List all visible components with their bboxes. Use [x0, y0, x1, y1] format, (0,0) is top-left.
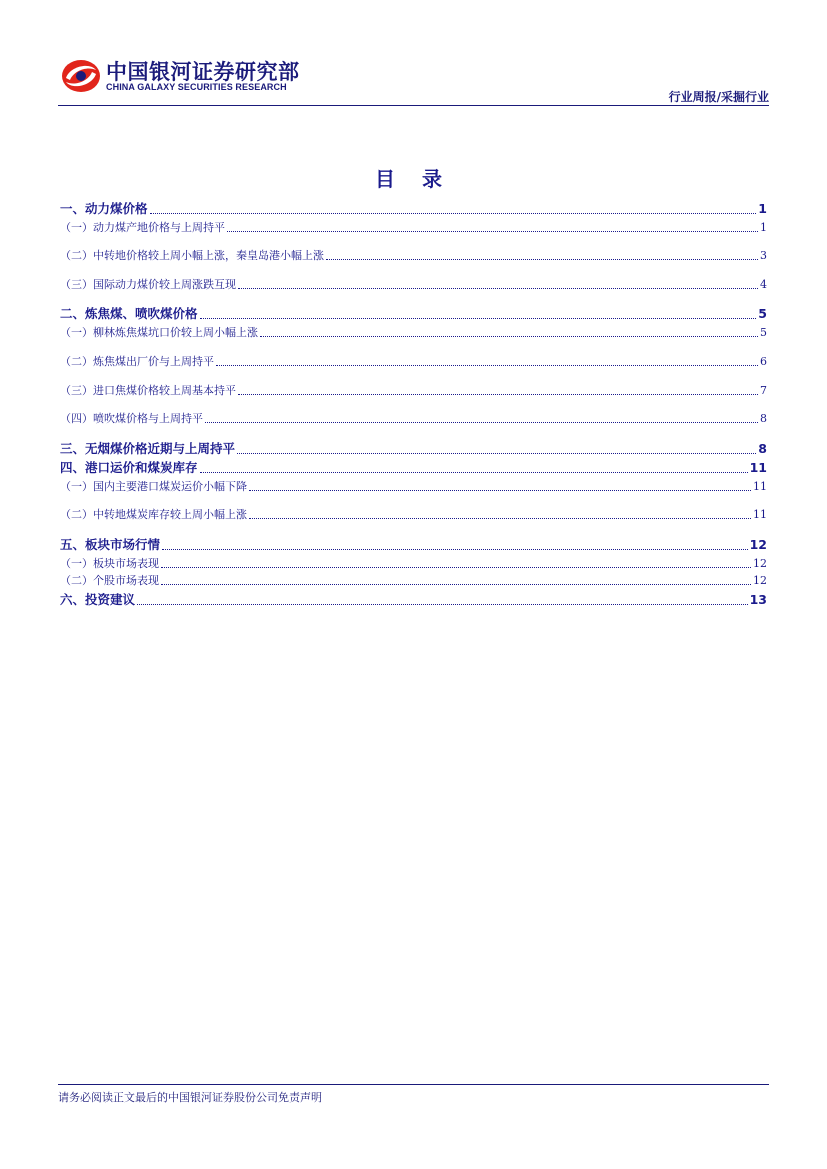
toc-leader-dots	[200, 472, 748, 473]
toc-entry-label: （一）柳林炼焦煤坑口价较上周小幅上涨	[60, 326, 258, 339]
toc-entry-page: 7	[760, 384, 767, 397]
toc-entry-section[interactable]	[60, 535, 767, 553]
toc-entry-page: 4	[760, 278, 767, 291]
toc-entry-page: 11	[753, 508, 767, 521]
header-divider	[58, 105, 769, 106]
toc-entry-label: （二）中转地价格较上周小幅上涨，秦皇岛港小幅上涨	[60, 249, 324, 262]
toc-entry-label: 三、无烟煤价格近期与上周持平	[60, 441, 236, 456]
toc-entry-label: 六、投资建议	[60, 592, 136, 607]
toc-entry-label: 一、动力煤价格	[60, 201, 148, 216]
toc-entry-page: 12	[753, 574, 767, 587]
toc-entry-page: 13	[749, 592, 767, 607]
toc-leader-dots	[205, 422, 758, 423]
toc-entry-subsection[interactable]	[60, 382, 767, 398]
footer-disclaimer: 请务必阅读正文最后的中国银河证券股份公司免责声明	[58, 1091, 322, 1104]
toc-entry-label: 五、板块市场行情	[60, 537, 161, 552]
toc-entry-subsection[interactable]	[60, 247, 767, 263]
toc-leader-dots	[227, 231, 758, 232]
toc-entry-label: 二、炼焦煤、喷吹煤价格	[60, 306, 198, 321]
toc-leader-dots	[161, 567, 751, 568]
toc-entry-page: 3	[760, 249, 767, 262]
toc-leader-dots	[249, 518, 751, 519]
toc-entry-subsection[interactable]	[60, 276, 767, 292]
toc-entry-subsection[interactable]	[60, 410, 767, 426]
toc-entry-section[interactable]	[60, 439, 767, 457]
footer-divider	[58, 1084, 769, 1085]
toc-entry-label: （一）动力煤产地价格与上周持平	[60, 221, 225, 234]
toc-leader-dots	[200, 318, 757, 319]
toc-entry-label: （三）国际动力煤价较上周涨跌互现	[60, 278, 236, 291]
toc-entry-page: 1	[758, 201, 767, 216]
toc-entry-label: （一）板块市场表现	[60, 557, 159, 570]
company-name-cn: 中国银河证券研究部	[106, 60, 300, 84]
toc-entry-subsection[interactable]	[60, 219, 767, 235]
report-type: 行业周报/采掘行业	[668, 90, 769, 104]
toc-entry-label: （二）炼焦煤出厂价与上周持平	[60, 355, 214, 368]
toc-entry-page: 12	[749, 537, 767, 552]
toc-leader-dots	[216, 365, 758, 366]
toc-entry-subsection[interactable]	[60, 506, 767, 522]
toc-entry-section[interactable]	[60, 304, 767, 322]
toc-leader-dots	[237, 453, 756, 454]
toc-entry-page: 5	[760, 326, 767, 339]
toc-leader-dots	[238, 394, 758, 395]
toc-entry-subsection[interactable]	[60, 478, 767, 494]
toc-entry-label: （二）个股市场表现	[60, 574, 159, 587]
toc-entry-page: 12	[753, 557, 767, 570]
toc-entry-label: （四）喷吹煤价格与上周持平	[60, 412, 203, 425]
toc-entry-subsection[interactable]	[60, 572, 767, 588]
toc-entry-label: 四、港口运价和煤炭库存	[60, 460, 198, 475]
toc-entry-section[interactable]	[60, 590, 767, 608]
toc-entry-subsection[interactable]	[60, 353, 767, 369]
toc-entry-subsection[interactable]	[60, 555, 767, 571]
toc-entry-page: 8	[760, 412, 767, 425]
toc-leader-dots	[150, 213, 757, 214]
toc-leader-dots	[260, 336, 758, 337]
toc-entry-page: 5	[758, 306, 767, 321]
toc-entry-label: （三）进口焦煤价格较上周基本持平	[60, 384, 236, 397]
galaxy-swirl-logo-icon	[60, 56, 102, 96]
toc-entry-label: （二）中转地煤炭库存较上周小幅上涨	[60, 508, 247, 521]
toc-entry-section[interactable]	[60, 458, 767, 476]
toc-leader-dots	[137, 604, 748, 605]
toc-entry-section[interactable]	[60, 199, 767, 217]
toc-leader-dots	[249, 490, 751, 491]
toc-entry-page: 1	[760, 221, 767, 234]
toc-entry-page: 6	[760, 355, 767, 368]
toc-entry-page: 11	[753, 480, 767, 493]
toc-leader-dots	[238, 288, 758, 289]
company-name-en: CHINA GALAXY SECURITIES RESEARCH	[106, 82, 287, 92]
toc-entry-label: （一）国内主要港口煤炭运价小幅下降	[60, 480, 247, 493]
toc-entry-page: 8	[758, 441, 767, 456]
company-logo	[60, 56, 330, 96]
toc-leader-dots	[162, 549, 748, 550]
toc-title: 目 录	[375, 167, 452, 191]
toc-entry-page: 11	[749, 460, 767, 475]
toc-leader-dots	[161, 584, 751, 585]
toc-leader-dots	[326, 259, 758, 260]
toc-entry-subsection[interactable]	[60, 324, 767, 340]
